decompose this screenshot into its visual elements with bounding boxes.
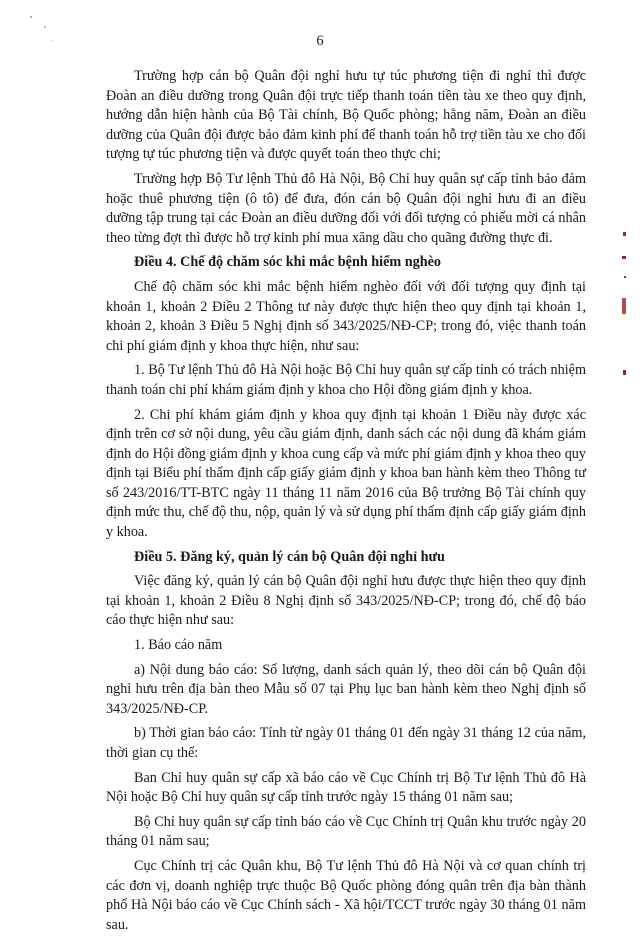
paragraph: 1. Bộ Tư lệnh Thủ đô Hà Nội hoặc Bộ Chỉ huy quân sự cấp tỉnh có trách nhiệm thanh toán chi phí khám giám định y khoa cho Hội đồng giám định y khoa. xyxy=(106,362,586,398)
paragraph: 2. Chi phí khám giám định y khoa quy định tại khoản 1 Điều này được xác định trên cơ sở nội dung, yêu cầu giám định, danh sách các nội dung đã khám giám định do Hội đồng giám định y khoa cung cấp và mức phí giám định y khoa theo quy định tại Biểu phí thẩm định cấp giấy giám định y khoa ban hành kèm theo Thông tư số 243/2016/TT-BTC ngày 11 tháng 11 năm 2016 của Bộ trưởng Bộ Tài chính quy định mức thu, chế độ thu, nộp, quản lý và sử dụng phí thẩm định cấp giấy giám định y khoa. xyxy=(106,406,586,541)
scan-mark xyxy=(622,298,626,314)
paragraph: Chế độ chăm sóc khi mắc bệnh hiểm nghèo đối với đối tượng quy định tại khoản 1, khoản 2 Điều 2 Thông tư này được thực hiện theo quy định tại khoản 1, khoản 2, khoản 3 Điều 5 Nghị định số 343/2025/NĐ-CP; trong đó, việc thanh toán chi phí giám định y khoa thực hiện, như sau: xyxy=(106,278,586,354)
paragraph: Ban Chỉ huy quân sự cấp xã báo cáo về Cục Chính trị Bộ Tư lệnh Thủ đô Hà Nội hoặc Bộ Chỉ huy quân sự cấp tỉnh trước ngày 15 tháng 01 năm sau; xyxy=(106,769,586,806)
paragraph: Trường hợp cán bộ Quân đội nghỉ hưu tự túc phương tiện đi nghỉ thì được Đoàn an điều dưỡng trong Quân đội trực tiếp thanh toán tiền tàu xe theo quy định, hướng dẫn hiện hành của Bộ Tài chính, Bộ Quốc phòng; hằng năm, Đoàn an điều dưỡng của Quân đội được bảo đảm kinh phí để thanh toán hỗ trợ tiền tàu xe cho đối tượng tự túc phương tiện và được quyết toán theo thực chi; xyxy=(106,68,586,163)
scan-speck xyxy=(52,40,53,41)
article-heading: Điều 4. Chế độ chăm sóc khi mắc bệnh hiểm nghèo xyxy=(134,254,442,271)
paragraph: Việc đăng ký, quản lý cán bộ Quân đội nghỉ hưu được thực hiện theo quy định tại khoản 1, khoản 2 Điều 8 Nghị định số 343/2025/NĐ-CP; trong đó, chế độ báo cáo thực hiện như sau: xyxy=(106,573,586,629)
paragraph: Trường hợp Bộ Tư lệnh Thủ đô Hà Nội, Bộ Chỉ huy quân sự cấp tỉnh bảo đảm hoặc thuê phương tiện (ô tô) để đưa, đón cán bộ Quân đội nghỉ hưu đi an điều dưỡng tập trung tại các Đoàn an điều dưỡng đối với đối tượng có phiếu mời cá nhân theo từng đợt thì được hỗ trợ kinh phí mua xăng dầu cho quãng đường thực đi. xyxy=(106,170,586,246)
scan-mark xyxy=(623,370,626,375)
paragraph: b) Thời gian báo cáo: Tính từ ngày 01 tháng 01 đến ngày 31 tháng 12 của năm, thời gian cụ thể: xyxy=(106,725,586,761)
paragraph: Bộ Chỉ huy quân sự cấp tỉnh báo cáo về Cục Chính trị Quân khu trước ngày 20 tháng 01 năm sau; xyxy=(106,813,586,850)
scan-mark xyxy=(623,232,626,236)
paragraph: a) Nội dung báo cáo: Số lượng, danh sách quản lý, theo dõi cán bộ Quân đội nghỉ hưu trên địa bàn theo Mẫu số 07 tại Phụ lục ban hành kèm theo Nghị định số 343/2025/NĐ-CP. xyxy=(106,661,586,717)
paragraph: 1. Báo cáo năm xyxy=(134,637,223,654)
scan-mark xyxy=(624,276,626,278)
page-number: 6 xyxy=(316,33,324,49)
paragraph: Cục Chính trị các Quân khu, Bộ Tư lệnh Thủ đô Hà Nội và cơ quan chính trị các đơn vị, doanh nghiệp trực thuộc Bộ Quốc phòng đóng quân trên địa bàn thành phố Hà Nội báo cáo về Cục Chính sách - Xã hội/TCCT trước ngày 30 tháng 01 năm sau. xyxy=(106,857,586,933)
article-heading: Điều 5. Đăng ký, quản lý cán bộ Quân đội nghỉ hưu xyxy=(134,548,445,565)
scan-mark xyxy=(622,256,626,259)
scan-speck xyxy=(30,16,32,18)
document-body xyxy=(106,67,586,940)
scan-speck xyxy=(44,26,46,28)
